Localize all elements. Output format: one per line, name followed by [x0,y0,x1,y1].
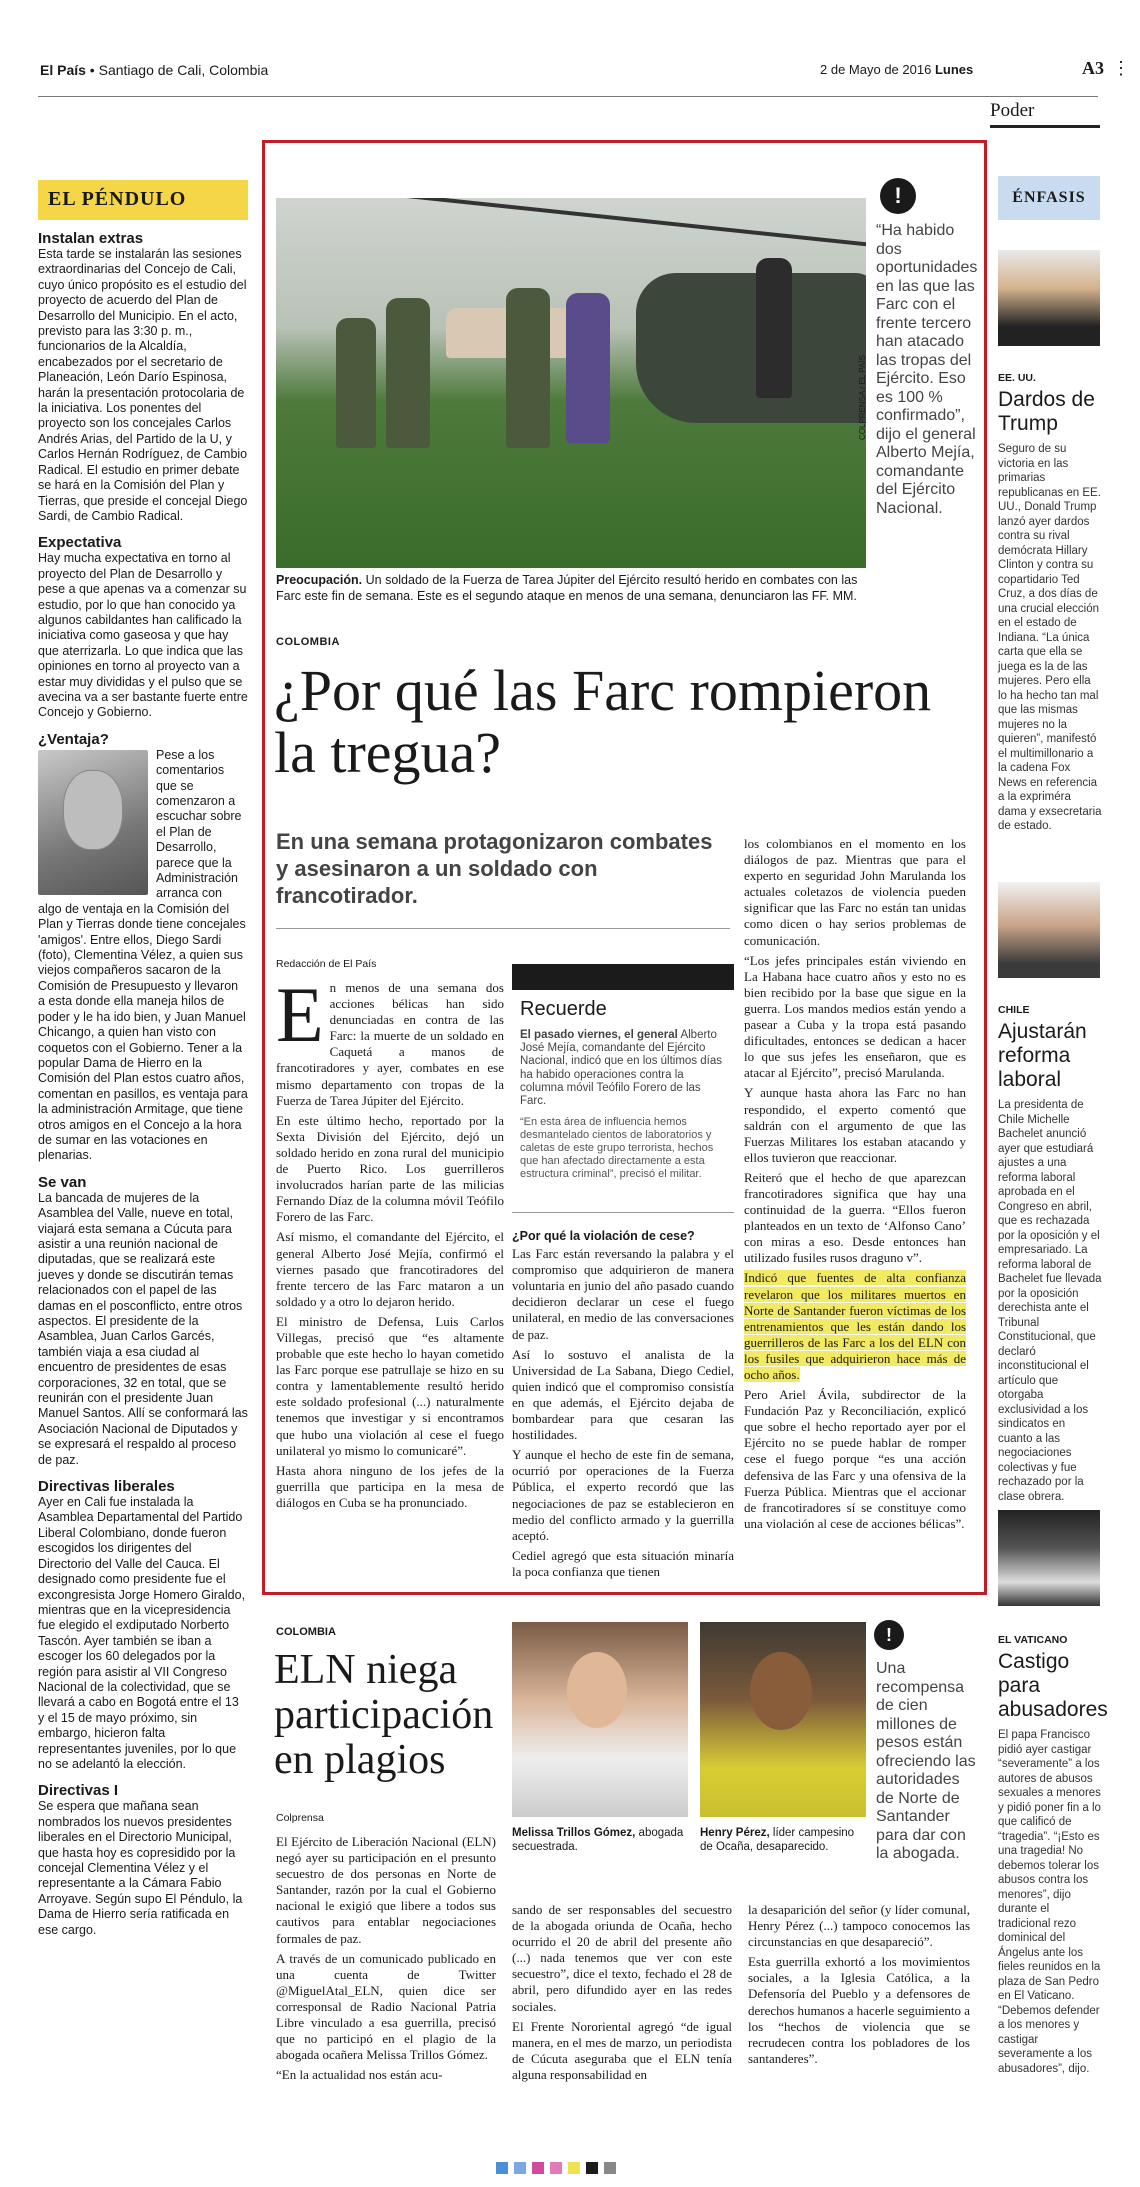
paragraph: El ministro de Defensa, Luis Carlos Villegas, precisó que “es altamente probable que este hecho lo hayan cometido las Farc porque ese patrullaje se hizo en su contra y lamentablemente resultó herido este soldado profesional (...) naturalmente tenemos que investigar y si encontramos que hubo una violación al cese el fuego unilateral yo mismo lo comunicaré”. [276,1313,504,1458]
article-column-1: En menos de una semana dos acciones bélicas han sido denunciadas en contra de las Farc: la muerte de un soldado en Caquetá a manos de francotiradores y ayer, combates en ese mismo departamento con tropas de la Fuerza de Tarea Júpiter del Ejército. En este último hecho, reportado por la Sexta División del Ejército, dejó un soldado herido en zona rural del municipio de Puerto Rico. Los guerrilleros involucrados harían parte de las milicias Fernando Díaz de la columna móvil Teófilo Forero de las Farc. Así mismo, el comandante del Ejército, el general Alberto José Mejía, confirmó el viernes pasado que francotiradores del frente tercero de las Farc mataron a un soldado y a otro lo dejaron herido. El ministro de Defensa, Luis Carlos Villegas, precisó que “es altamente probable que este hecho lo hayan cometido las Farc porque ese patrullaje se hizo en su contra y lamentablemente resultó herido este soldado profesional (...) naturalmente tenemos que investigar y si encontramos que hubo una violación al cese el fuego unilateral yo mismo lo comunicaré”. Hasta ahora ninguno de los jefes de la guerrilla que participa en la mesa de diálogos en Cuba se ha pronunciado. [276,971,504,1510]
header-rule [38,96,1098,97]
recuerde-rule [512,1212,734,1213]
paragraph: A través de un comunicado publicado en una cuenta de Twitter @MiguelAtal_ELN, quien dice ser corresponsal de Radio Nacional Patria Libre vinculado a esa guerrilla, precisó que no participó en el plagio de la abogada ocañera Melissa Trillos Gómez. [276,1950,496,2063]
enfasis-title: ÉNFASIS [998,176,1100,220]
enfasis-item: EE. UU. Dardos de Trump Seguro de su victoria en las primarias republicanas en EE. UU., Donald Trump lanzó ayer dardos contra su rival demócrata Hillary Clinton y contra su copartidario Ted Cruz, a dos días de una crucial elección en el estado de Indiana. “La única carta que ella se juega es la de las mujeres. Pero ella lo ha hecho tan mal que las mismas mujeres no la quieren”, manifestó el multimillonario a la cadena Fox News en referencia a la expriméra dama y exsecretaria de estado. [998,372,1102,832]
paragraph: la desaparición del señor (y líder comunal, Henry Pérez (...) tampoco conocemos las circunstancias en que desapareció”. [748,1902,970,1950]
diego-sardi-photo [38,750,148,895]
recuerde-box [520,998,730,1181]
pendulo-item-text: Pese a los comentarios que se comenzaron a escuchar sobre el Plan de Desarrollo, parece que la Administración arranca con algo de ventaja en la Comisión del Plan y Tierras donde tiene concejales 'amigos'. Entre ellos, Diego Sardi (foto), Clementina Vélez, a quien sus viejos compañeros sacaron de la Comisión de Presupuesto y llevaron a esta donde ella maneja hilos de poder y le ha ido bien, y Juan Manuel Chicango, a quien han visto con coquetos con el Gobierno. Tener a la popular Dama de Hierro en la Comisión del Plan estos cuatro años, comentan en pasillos, es ventaja para la administración Armitage, que tiene otros amigos en el Concejo a la hora de sumar en las votaciones en plenarias. [38,747,248,1163]
paragraph: El Ejército de Liberación Nacional (ELN) negó ayer su participación en el presunto secuestro de dos personas en Norte de Santander, razón por la cual el Gobierno nacional le exigió que libere a todos sus cautivos para entablar negociaciones formales de paz. [276,1834,496,1946]
recuerde-title: Recuerde [520,998,607,1020]
eln-column-1 [276,1834,496,2087]
paper-name: El País [40,62,86,78]
photo-credit: COLPRENSA / EL PAÍS [858,355,867,440]
article-deck: En una semana protagonizaron combates y asesinaron a un soldado con francotirador. [276,829,713,908]
eln-source: Colprensa [276,1812,324,1824]
paragraph: Pero Ariel Ávila, subdirector de la Fundación Paz y Reconciliación, explicó que sobre el hecho reportado ayer por el Ejército no se puede hablar de romper cese el fuego porque “es una acción defensiva de las Farc y una ofensiva de la Fuerza Pública. Mientras que el accionar de francotiradores sí se constituye como una violación al cese de acciones bélicas”. [744,1387,966,1531]
pendulo-column [38,180,248,1938]
menu-dots-icon[interactable]: ⋮ [1112,58,1130,78]
article-headline: ¿Por qué las Farc rompieron la tregua? [274,658,932,785]
eln-column-2 [512,1902,732,2087]
article-byline: Redacción de El País [276,958,377,970]
paragraph: Y aunque el hecho de este fin de semana, ocurrió por operaciones de la Fuerza Pública, el experto recordó que las negociaciones de paz se establecieron en medio del conflicto armado y la guerrilla aceptó. [512,1447,734,1543]
paragraph: Reiteró que el hecho de que aparezcan francotiradores significa que hay una continuidad de la guerra. “Ellos fueron planteados en un texto de ‘Alfonso Cano’ con miras a eso. Desde entonces han utilizado fusiles rusos draguno v”. [744,1169,966,1266]
masthead: El País • Santiago de Cali, Colombia [40,62,269,78]
paragraph: Así mismo, el comandante del Ejército, el general Alberto José Mejía, confirmó el viernes pasado que francotiradores del frente tercero de las Farc mataron a un soldado y a otro lo dejaron herido. [276,1229,504,1309]
pope-photo [998,1510,1100,1606]
pendulo-title: EL PÉNDULO [38,180,248,220]
paragraph: sando de ser responsables del secuestro de la abogada oriunda de Ocaña, hecho ocurrido el 20 de abril del presente año (...) nada tenemos que ver con este secuestro”, dice el texto, fechado el 28 de abril, pero difundido ayer en las redes sociales. [512,1902,732,2014]
paragraph: En este último hecho, reportado por la Sexta División del Ejército, dejó un soldado herido en zona rural del municipio de Puerto Rico. Los guerrilleros involucrados harían parte de las milicias Fernando Díaz de la columna móvil Teófilo Forero de las Farc. [276,1112,504,1225]
pull-quote: “Ha habido dos oportunidades en las que las Farc con el frente tercero han atacado las tropas del Ejército. Eso es 100 % confirmado”, dijo el general Alberto Mejía, comandante del Ejército Nacional. [876,222,978,517]
exclamation-icon: ! [880,178,916,214]
pull-quote: Una recompensa de cien millones de pesos están ofreciendo las autoridades de Norte de Santander para dar con la abogada. [876,1660,976,1862]
henry-perez-photo [700,1622,866,1817]
pendulo-item-title: Directivas liberales [38,1478,175,1496]
eln-column-3 [748,1902,970,2071]
paragraph: El Frente Nororiental agregó “de igual manera, en el mes de marzo, un periodista de Cúcuta aseguraba que el ELN tenía alguna responsabilidad en [512,2018,732,2082]
pendulo-item-text: Hay mucha expectativa en torno al proyecto del Plan de Desarrollo y pese a que apenas va a comenzar su estudio, por lo que han conocido ya algunos cabildantes han calificado la iniciativa como gaseosa y que hay que aterrizarla. Lo que indica que las opiniones en torno al proyecto van a estar muy divididas y el pulso que se avecina va a ser bastante fuerte entre Concejo y Gobierno. [38,551,248,720]
recuerde-bar [512,964,734,990]
pendulo-item-title: Se van [38,1173,87,1191]
eln-headline: ELN niega participación en plagios [274,1647,494,1783]
photo-caption: Henry Pérez, líder campesino de Ocaña, desaparecido. [700,1827,855,1853]
pendulo-item-title: Instalan extras [38,230,144,247]
page-number: A3 [1082,58,1104,78]
trump-photo [998,250,1100,346]
photo-caption: Preocupación. Un soldado de la Fuerza de Tarea Júpiter del Ejército resultó herido en combates con las Farc este fin de semana. Este es el segundo ataque en menos de una semana, denunciaron las FF. MM. [276,573,858,603]
pendulo-item-text: Ayer en Cali fue instalada la Asamblea Departamental del Partido Liberal Colombiano, donde fueron escogidos los dirigentes del Directorio del Valle del Cauca. El designado como presidente fue el excongresista Jorge Homero Giraldo, mientras que en la vicepresidencia fue elegido el exdiputado Norberto Tascón. Ayer también se iban a escoger los 60 delegados por la región para asistir al VII Congreso Nacional de la colectividad, que se llevará a cabo en Bogotá entre el 13 y el 15 de mayo próximo, sin embargo, hicieron falta representantes juveniles, por lo que no se adelantó la elección. [38,1495,246,1771]
pendulo-item-title: Directivas I [38,1782,119,1800]
paragraph: los colombianos en el momento en los diálogos de paz. Mientras que para el experto en seguridad John Marulanda los actuales coletazos de violencia pueden significar que las Farc no están tan unidas como dicen o hay serios problemas de comunicación. [744,836,966,948]
enfasis-item: CHILE Ajustarán reforma laboral La presidenta de Chile Michelle Bachelet anunció ayer que estudiará ajustes a una reforma laboral aprobada en el Congreso en abril, que es rechazada por la oposición y el empresariado. La reforma laboral de Bachelet fue llevada por la oposición derechista ante el Tribunal Constitucional, que declaró inconstitucional el artículo que otorgaba exclusividad a los sindicatos en cuanto a las negociaciones colectivas y fue rechazado por la clase obrera. [998,1004,1102,1503]
bachelet-photo [998,882,1100,978]
photo-caption: Melissa Trillos Gómez, abogada secuestrada. [512,1827,684,1853]
deck-rule [276,928,730,929]
enfasis-item: EL VATICANO Castigo para abusadores El papa Francisco pidió ayer castigar “severamente” a los autores de abusos sexuales a menores y pidió poner fin a lo que calificó de “tragedia”. “¡Esto es una tragedia! No debemos tolerar los abusos contra los menores”, dijo durante el tradicional rezo dominical del Ángelus ante los fieles reunidos en la plaza de San Pedro en El Vaticano. “Debemos defender a los menores y castigar severamente a los abusadores”, dijo. [998,1634,1108,2075]
paragraph: “En la actualidad nos están acu- [276,2067,443,2083]
paragraph: Hasta ahora ninguno de los jefes de la guerrilla que participa en la mesa de diálogos en Cuba se ha pronunciado. [276,1462,504,1510]
paragraph: Cediel agregó que esta situación minaría la poca confianza que tienen [512,1547,734,1579]
paragraph: Esta guerrilla exhortó a los movimientos sociales, a la Iglesia Católica, a la Defensoría del Pueblo y a defensores de derechos humanos a hacerle seguimiento a los “hechos de violencia que se recrudecen contra los pobladores de los santanderes”. [748,1954,970,2066]
paper-location: Santiago de Cali, Colombia [98,62,269,78]
eln-kicker: COLOMBIA [276,1626,336,1638]
melissa-trillos-photo [512,1622,688,1817]
paragraph: Así lo sostuvo el analista de la Universidad de La Sabana, Diego Cediel, quien indicó que el compromiso consistía en que además, el Ejército dejaba de bombardear para que cesaran las hostilidades. [512,1346,734,1443]
issue-date: 2 de Mayo de 2016 Lunes [820,62,974,77]
article-column-2 [512,1226,734,1584]
pendulo-item-text: La bancada de mujeres de la Asamblea del Valle, nueve en total, viajará esta semana a Cúcuta para asistir a una reunión nacional de diputadas, que se realizará este jueves y donde se discutirán temas relacionados con el papel de las damas en el posconflicto, entre otros aspectos. El presidente de la Asamblea, Juan Carlos Garcés, también viaja a esa ciudad al encuentro de presidentes de esas corporaciones, 32 en total, que se reunirán con el presidente Juan Manuel Santos. Allí se conformará las Asociación Nacional de Diputados y se expresará el respaldo al proceso de paz. [38,1190,248,1467]
recuerde-text: El pasado viernes, el general Alberto José Mejía, comandante del Ejército Nacional, indicó que en los últimos días ha habido operaciones contra la columna móvil Teófilo Forero de las Farc. [520,1029,723,1108]
paragraph: “Los jefes principales están viviendo en La Habana hace cuatro años y esto no es bien recibido por la base que sigue en la guerra. Los mandos medios están yendo a pasear a Cuba y la tropa está pasando dificultades, entonces se dedican a hacer lo que sus jefes les enseñaron, que es atacar al Ejército”, precisó Marulanda. [744,952,966,1081]
section-name: Poder [990,100,1100,128]
print-color-bar [496,2162,616,2174]
highlighted-paragraph: Indicó que fuentes de alta confianza revelaron que los militares muertos en Norte de Santander fueron víctimas de los entrenamientos que les están dando los guerrilleros de las Farc a los del ELN con los fusiles que adquirieron hace más de ocho años. [744,1270,966,1382]
exclamation-icon: ! [874,1620,904,1650]
subhead: ¿Por qué la violación de cese? [512,1229,695,1243]
pendulo-item-title: Expectativa [38,534,122,552]
pendulo-item-text: Esta tarde se instalarán las sesiones extraordinarias del Concejo de Cali, cuyo único propósito es el estudio del proyecto de acuerdo del Plan de Desarrollo del Municipio. En el acto, previsto para las 3:30 p. m., funcionarios de la Alcaldía, encabezados por el secretario de Planeación, León Darío Espinosa, harán la presentación protocolaria de la iniciativa. Los ponentes del proyecto son los concejales Carlos Andrés Arias, del Partido de la U, y Carlos Hernán Rodríguez, de Cambio Radical. El estudio en primer debate se hará en la Comisión del Plan y Tierras, que preside el concejal Diego Sardi, de Cambio Radical. [38,247,248,523]
pendulo-item-title: ¿Ventaja? [38,730,109,748]
drop-cap: E [276,971,324,1058]
paragraph: Las Farc están reversando la palabra y el compromiso que adquirieron de manera voluntaria en junio del año pasado cuando decidieron declarar un cese el fuego unilateral, en medio de las conversaciones de paz. [512,1246,734,1342]
article-kicker: COLOMBIA [276,636,340,648]
article-column-3 [744,836,966,1536]
paragraph: Y aunque hasta ahora las Farc no han respondido, el experto comentó que saldrán con el argumento de que las Fuerzas Militares los estaban atacando y ellos tuvieron que reaccionar. [744,1085,966,1165]
pendulo-item-text: Se espera que mañana sean nombrados los nuevos presidentes liberales en el Directorio Municipal, que hasta hoy es copresidido por la concejal Clementina Vélez y el representante a la Cámara Fabio Arroyave. Según supo El Péndulo, la Dama de Hierro sería ratificada en ese cargo. [38,1799,243,1937]
soldiers-photo [276,198,866,568]
recuerde-quote: “En esta área de influencia hemos desmantelado cientos de laboratorios y caletas de este grupo terrorista, hechos que han afectado directamente a esta estructura criminal”, precisó el militar. [520,1116,714,1181]
